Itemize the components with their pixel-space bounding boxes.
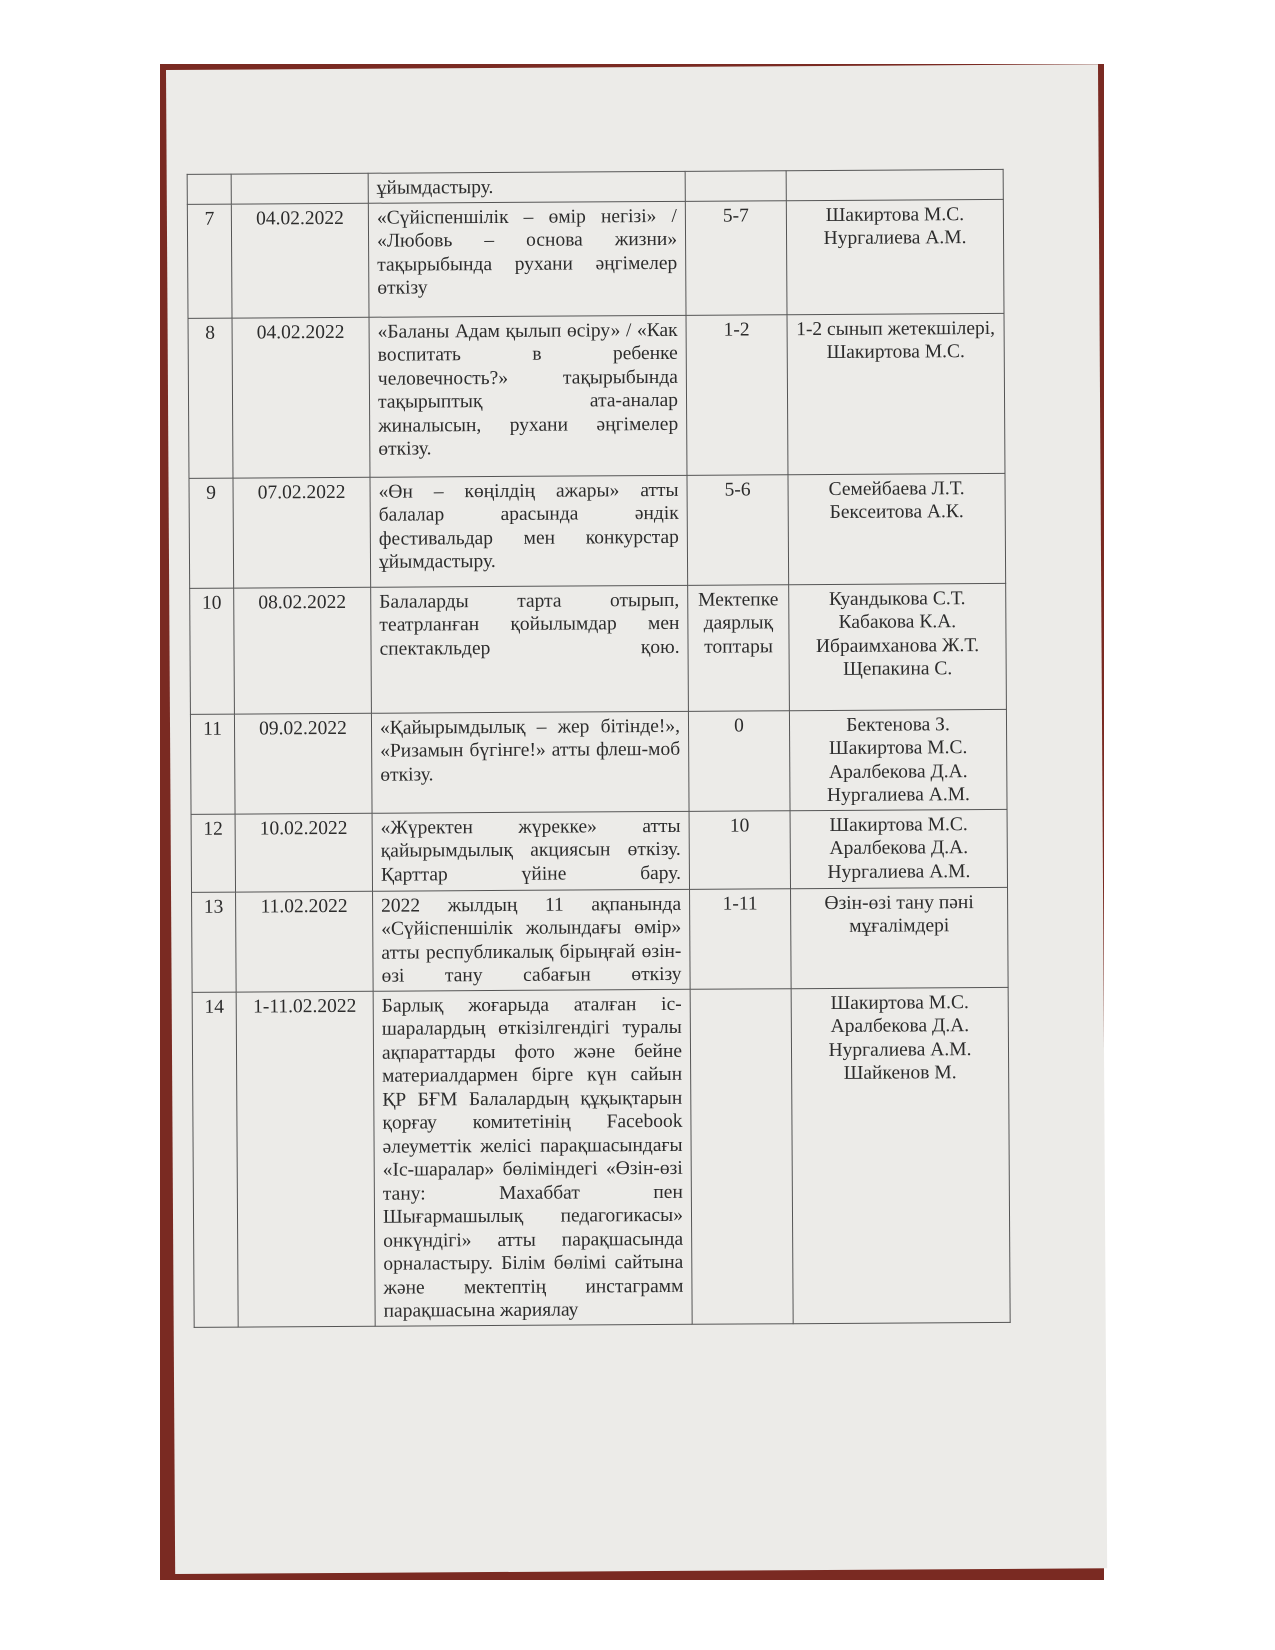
row-date: 04.02.2022	[231, 203, 369, 318]
table-row	[192, 887, 1009, 992]
table-row	[192, 987, 1010, 1327]
row-responsible	[786, 169, 1003, 200]
row-classes: 0	[688, 710, 790, 811]
row-event: «Жүректен жүрекке» атты қайырымдылық акциясын өткізу. Қарттар үйіне бару.	[372, 811, 689, 891]
row-number: 14	[192, 992, 238, 1327]
table-row	[189, 473, 1006, 588]
row-date: 11.02.2022	[236, 891, 374, 992]
responsible-person: Нургалиева А.М.	[828, 1038, 972, 1061]
row-classes: 1-2	[686, 314, 788, 475]
row-event: «Өн – көңілдің ажары» атты балалар арасында әндік фестивальдар мен конкурстар ұйымдастыру.	[370, 475, 688, 587]
events-table-body	[187, 169, 1010, 1326]
events-table	[187, 169, 1011, 1327]
row-number: 13	[192, 892, 237, 992]
row-number: 8	[188, 318, 233, 478]
row-date: 08.02.2022	[234, 587, 372, 714]
responsible-person: Аралбекова Д.А.	[830, 1015, 970, 1037]
row-responsible	[789, 583, 1007, 710]
responsible-person: Бексеитова А.К.	[829, 501, 964, 523]
row-classes: 5-7	[685, 200, 787, 315]
row-responsible	[791, 887, 1009, 988]
row-responsible	[788, 473, 1006, 584]
row-event: «Сүйіспеншілік – өмір негізі» / «Любовь – основа жизни» тақырыбында рухани әңгімелер өткізу	[368, 201, 686, 317]
row-event: «Қайырымдылық – жер бітінде!», «Ризамын бүгінге!» атты флеш-моб өткізу.	[371, 711, 689, 813]
responsible-person: 1-2 сынып жетекшілері,	[796, 317, 996, 340]
row-date	[231, 173, 368, 203]
responsible-person: Семейбаева Л.Т.	[828, 477, 965, 500]
row-date: 1-11.02.2022	[236, 991, 375, 1327]
row-number: 9	[189, 478, 234, 588]
row-event: Балаларды тарта отырып, театрланған қойылымдар мен спектакльдер қою.	[371, 585, 689, 713]
row-number: 11	[190, 714, 235, 814]
row-number: 10	[190, 588, 235, 714]
row-classes: 1-11	[690, 888, 792, 989]
document-page	[166, 64, 1107, 1574]
responsible-person: Шакиртова М.С.	[830, 991, 969, 1014]
row-event: Барлық жоғарыда аталған іс-шаралардың өткізілгендігі туралы ақпараттарды фото және бейне материалдармен бірге күн сайын ҚР БҒМ Балалардың құқықтарын қорғау комитетінің Facebook әлеуметтік желісі парақшасындағы «Іс-шаралар» бөліміндегі «Өзін-өзі тану: Махаббат пен Шығармашылық педагогикасы» онкүндігі» атты парақшасында орналастыру. Білім бөлімі сайтына және мектептің инстаграмм парақшасына жариялау	[373, 989, 692, 1326]
responsible-person: Кабакова К.А.	[838, 611, 957, 633]
responsible-person: Нургалиева А.М.	[826, 784, 970, 806]
responsible-person: Аралбекова Д.А.	[829, 837, 969, 859]
row-classes: Мектепке даярлық топтары	[688, 584, 790, 711]
responsible-person: Шакиртова М.С.	[825, 203, 965, 226]
row-responsible	[786, 199, 1004, 314]
responsible-person: Өзін-өзі тану пәні мұғалімдері	[824, 891, 974, 937]
row-responsible	[790, 809, 1007, 888]
row-date: 10.02.2022	[235, 813, 372, 892]
table-row	[190, 709, 1007, 814]
responsible-person: Щепакина С.	[843, 658, 953, 680]
table-row	[188, 313, 1005, 478]
table-row	[191, 809, 1007, 892]
row-classes: 10	[689, 810, 790, 889]
row-number: 7	[187, 204, 232, 318]
responsible-person: Бектенова З.	[846, 713, 950, 736]
table-row	[190, 583, 1007, 714]
row-event: «Баланы Адам қылып өсіру» / «Как воспитать в ребенке человечность?» тақырыбында тақырыптық ата-аналар жиналысын, рухани әңгімелер өткізу.	[369, 315, 687, 477]
row-classes	[690, 988, 793, 1324]
responsible-person: Нургалиева А.М.	[823, 227, 967, 249]
responsible-person: Шакиртова М.С.	[826, 341, 965, 363]
row-responsible	[787, 313, 1005, 474]
row-event: 2022 жылдың 11 ақпанында «Сүйіспеншілік жолындағы өмір» атты республикалық бірыңғай өзін-өзі тану сабағын өткізу	[373, 889, 691, 991]
row-responsible	[791, 987, 1010, 1323]
responsible-person: Нургалиева А.М.	[827, 860, 971, 883]
row-classes	[685, 171, 786, 201]
responsible-person: Шакиртова М.С.	[829, 813, 968, 836]
row-number	[187, 174, 231, 204]
row-event: ұйымдастыру.	[368, 171, 685, 202]
row-number: 12	[191, 814, 235, 892]
responsible-person: Шакиртова М.С.	[828, 737, 968, 759]
row-date: 09.02.2022	[234, 713, 372, 814]
row-date: 07.02.2022	[233, 477, 371, 588]
row-date: 04.02.2022	[232, 317, 370, 478]
row-responsible	[789, 709, 1007, 810]
responsible-person: Аралбекова Д.А.	[828, 760, 968, 783]
responsible-person: Шайкенов М.	[843, 1062, 957, 1084]
table-row	[187, 199, 1004, 318]
row-classes: 5-6	[687, 474, 789, 585]
responsible-person: Ибраимханова Ж.Т.	[815, 634, 980, 657]
responsible-person: Куандыкова С.Т.	[828, 587, 966, 610]
